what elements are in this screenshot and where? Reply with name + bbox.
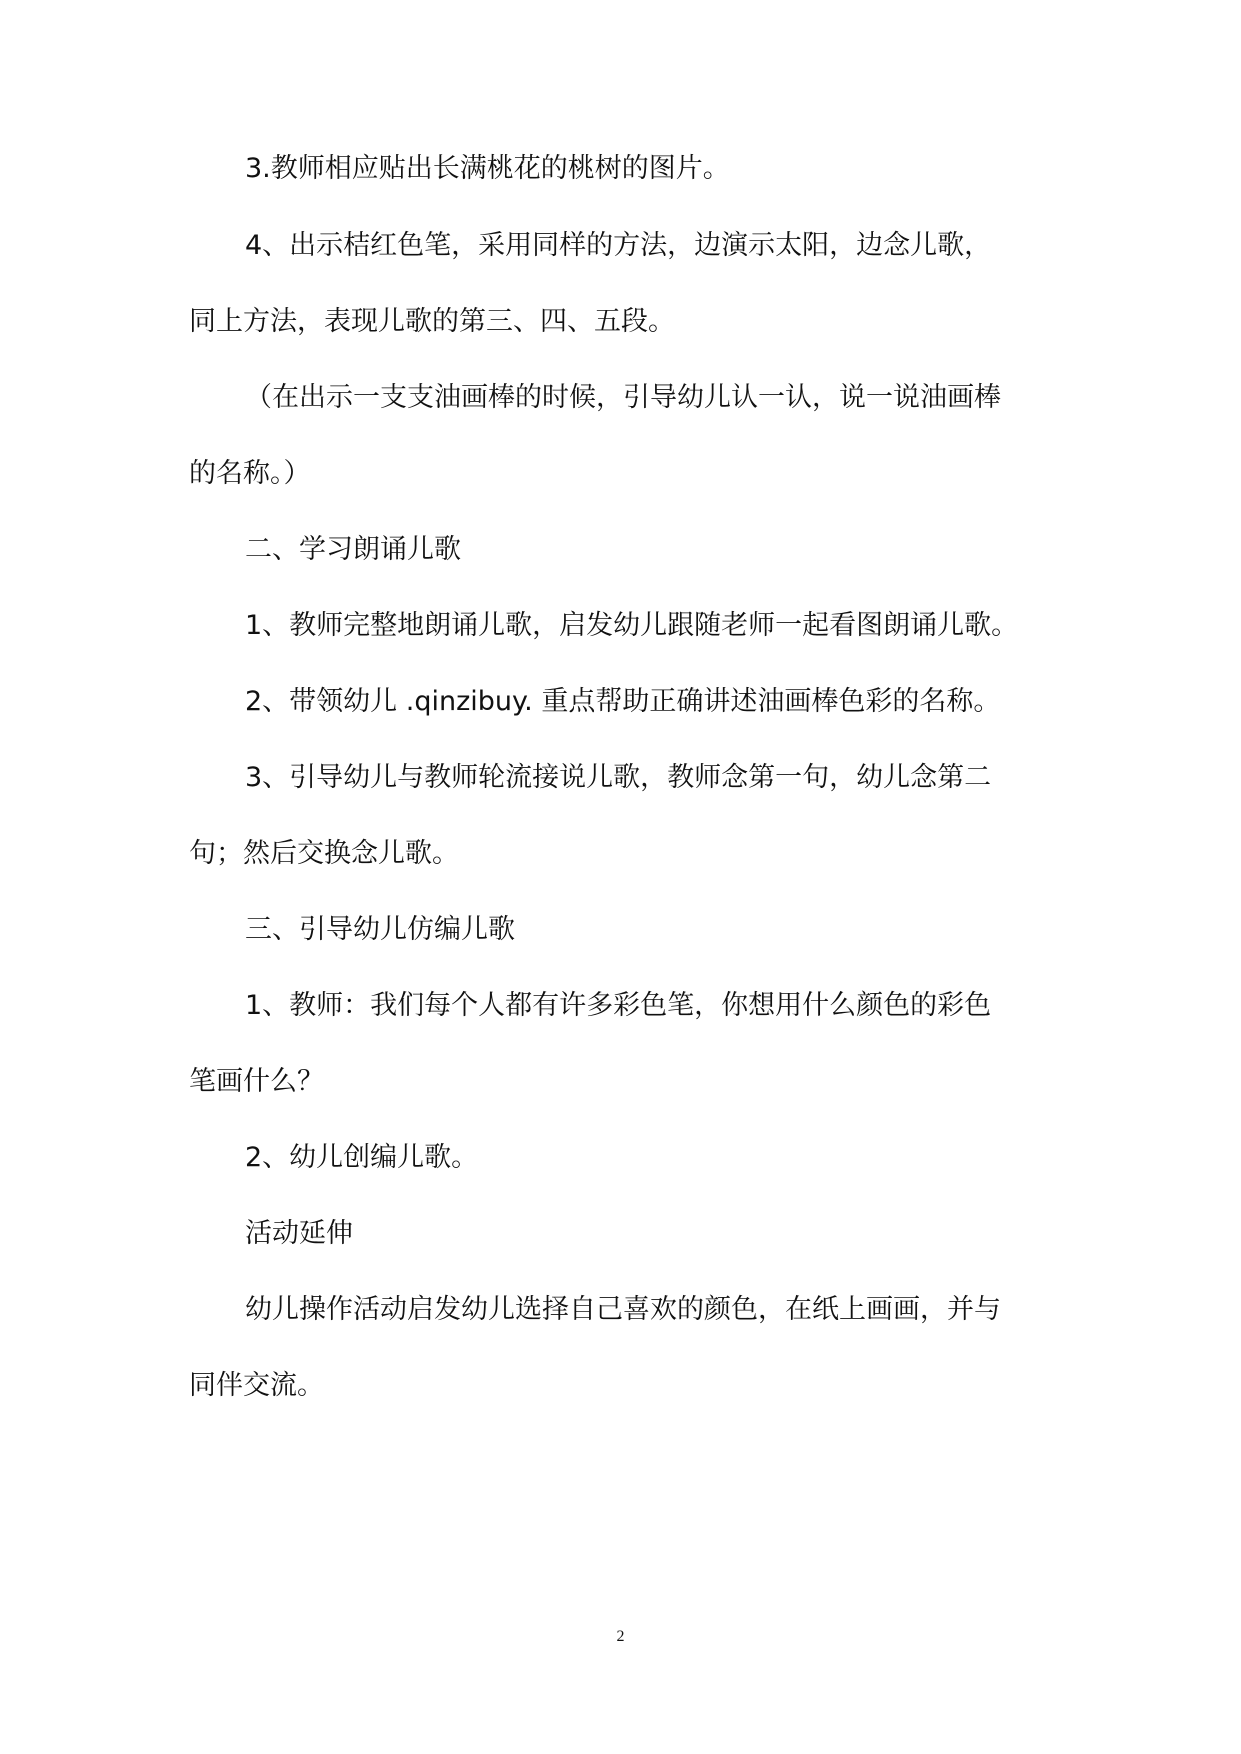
text-line: 句；然后交换念儿歌。 bbox=[189, 838, 459, 869]
text-line: 的名称。） bbox=[189, 458, 311, 489]
section-heading: 二、学习朗诵儿歌 bbox=[245, 534, 461, 565]
page-number: 2 bbox=[616, 1628, 625, 1645]
text-line: 3、引导幼儿与教师轮流接说儿歌，教师念第一句，幼儿念第二 bbox=[245, 762, 992, 793]
section-heading: 三、引导幼儿仿编儿歌 bbox=[245, 914, 515, 945]
text-line: 同上方法，表现儿歌的第三、四、五段。 bbox=[189, 306, 675, 337]
section-heading: 活动延伸 bbox=[245, 1218, 353, 1249]
text-line: （在出示一支支油画棒的时候，引导幼儿认一认，说一说油画棒 bbox=[245, 382, 1001, 413]
text-line: 笔画什么？ bbox=[189, 1066, 324, 1097]
text-line: 2、带领幼儿 .qinzibuy. 重点帮助正确讲述油画棒色彩的名称。 bbox=[245, 686, 1001, 717]
text-line: 同伴交流。 bbox=[189, 1370, 324, 1401]
text-line: 2、幼儿创编儿歌。 bbox=[245, 1142, 479, 1173]
text-line: 4、出示桔红色笔，采用同样的方法，边演示太阳，边念儿歌， bbox=[245, 230, 992, 261]
text-line: 1、教师：我们每个人都有许多彩色笔，你想用什么颜色的彩色 bbox=[245, 990, 992, 1021]
text-line: 3.教师相应贴出长满桃花的桃树的图片。 bbox=[245, 153, 730, 184]
text-line: 1、教师完整地朗诵儿歌，启发幼儿跟随老师一起看图朗诵儿歌。 bbox=[245, 610, 1019, 641]
text-line: 幼儿操作活动启发幼儿选择自己喜欢的颜色，在纸上画画，并与 bbox=[245, 1294, 1001, 1325]
